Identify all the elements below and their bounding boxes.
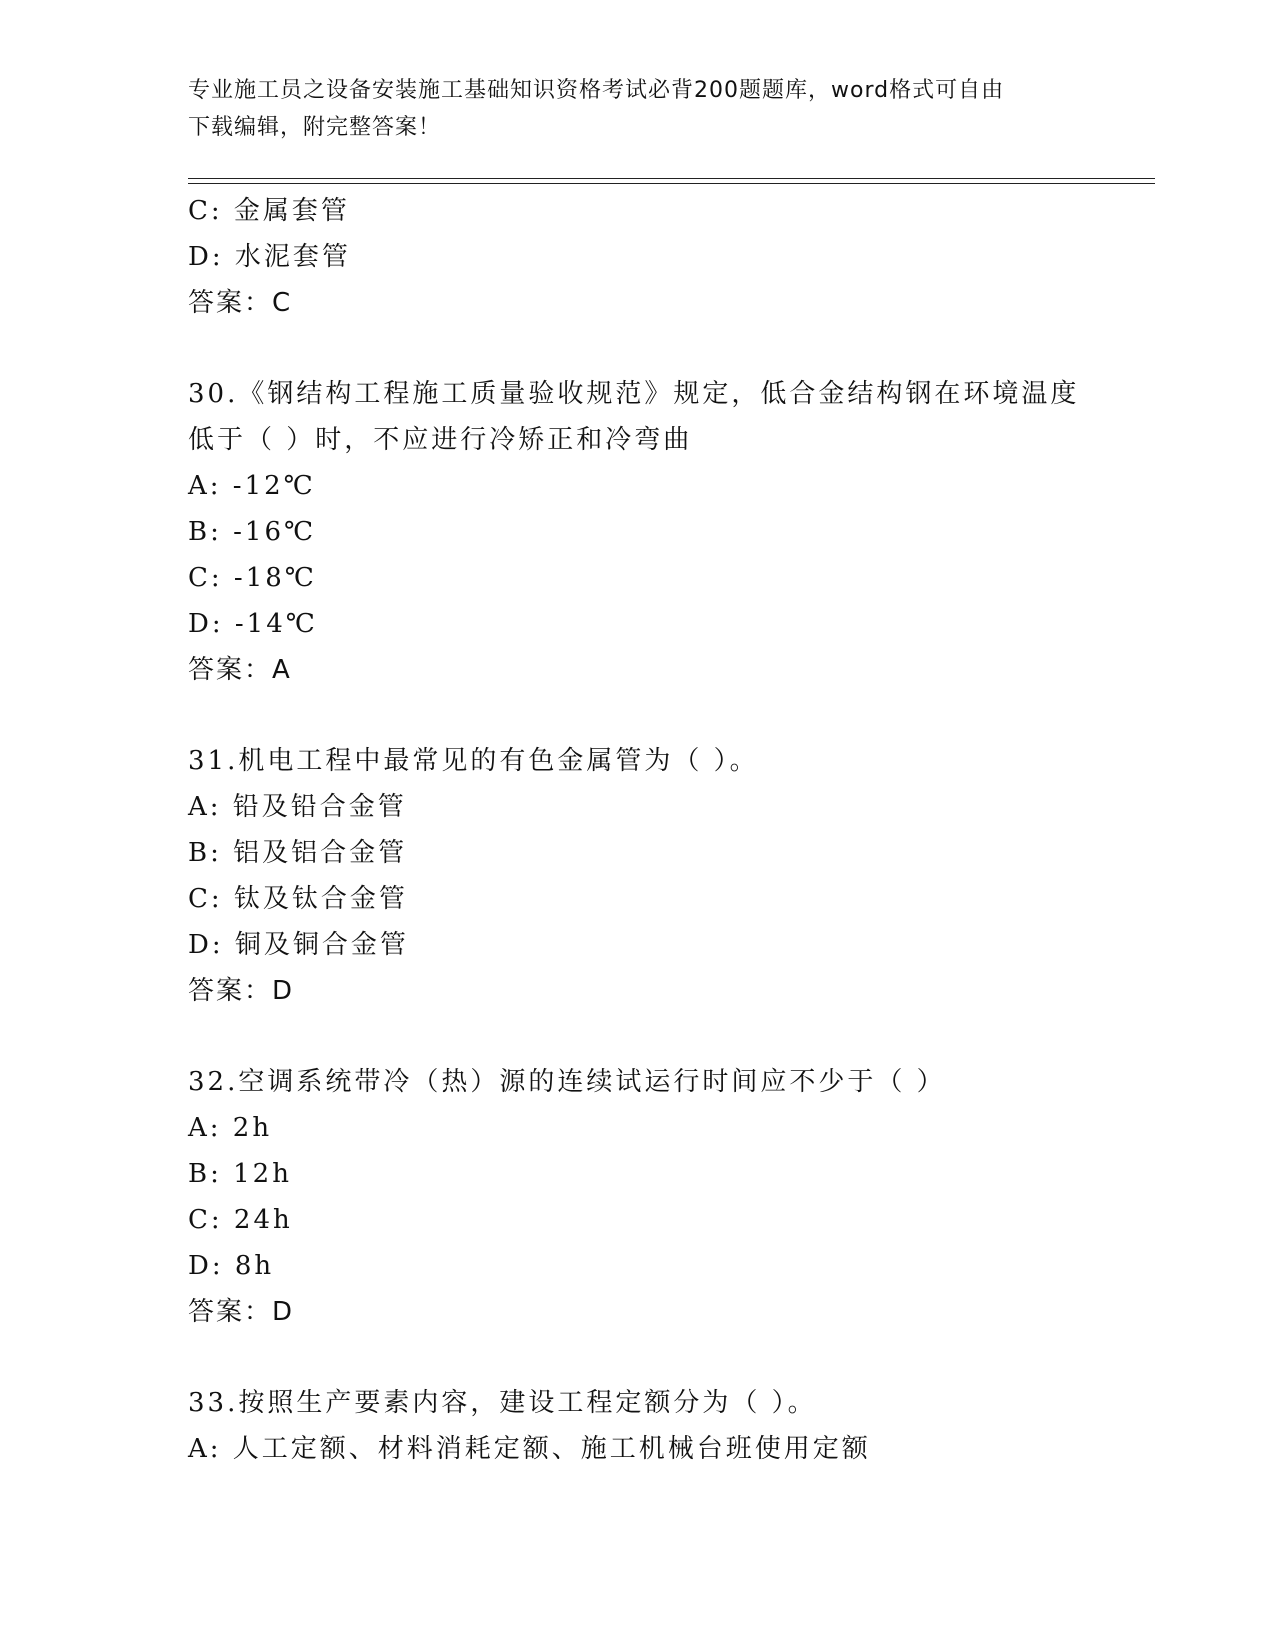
option-d: D: 水泥套管 [188, 242, 351, 272]
spacer [188, 693, 1148, 738]
question-block-31 [188, 738, 1148, 1014]
document-header [188, 72, 1088, 146]
question-text: 32.空调系统带冷（热）源的连续试运行时间应不少于（ ） [188, 1067, 946, 1097]
option-d: D: -14℃ [188, 609, 318, 639]
answer-line: 答案：C [188, 288, 293, 318]
prev-question-block [188, 188, 1148, 326]
option-c: C: 24h [188, 1205, 293, 1235]
option-d: D: 铜及铜合金管 [188, 930, 409, 960]
option-a: A: 2h [188, 1113, 273, 1143]
question-text: 33.按照生产要素内容，建设工程定额分为（ ）。 [188, 1388, 817, 1418]
question-text: 30.《钢结构工程施工质量验收规范》规定，低合金结构钢在环境温度 [188, 379, 1080, 409]
spacer [188, 1335, 1148, 1380]
header-line-2: 下载编辑，附完整答案！ [188, 115, 442, 140]
question-block-30 [188, 371, 1148, 693]
option-c: C: 钛及钛合金管 [188, 884, 408, 914]
option-b: B: -16℃ [188, 517, 317, 547]
option-c: C: -18℃ [188, 563, 317, 593]
option-a: A: -12℃ [188, 471, 316, 501]
spacer [188, 326, 1148, 371]
spacer [188, 1014, 1148, 1059]
header-line-1: 专业施工员之设备安装施工基础知识资格考试必背200题题库，word格式可自由 [188, 78, 1005, 103]
option-d: D: 8h [188, 1251, 275, 1281]
option-a: A: 人工定额、材料消耗定额、施工机械台班使用定额 [188, 1434, 871, 1464]
header-divider-top [188, 178, 1155, 179]
question-content [188, 188, 1148, 1472]
option-a: A: 铅及铅合金管 [188, 792, 407, 822]
question-text: 31.机电工程中最常见的有色金属管为（ ）。 [188, 746, 759, 776]
answer-line: 答案：D [188, 976, 295, 1006]
option-b: B: 12h [188, 1159, 292, 1189]
question-block-33 [188, 1380, 1148, 1472]
answer-line: 答案：D [188, 1297, 295, 1327]
question-text-cont: 低于（ ）时，不应进行冷矫正和冷弯曲 [188, 425, 693, 455]
option-b: B: 铝及铝合金管 [188, 838, 408, 868]
header-divider-bottom [188, 183, 1155, 184]
answer-line: 答案：A [188, 655, 292, 685]
option-c: C: 金属套管 [188, 196, 350, 226]
question-block-32 [188, 1059, 1148, 1335]
